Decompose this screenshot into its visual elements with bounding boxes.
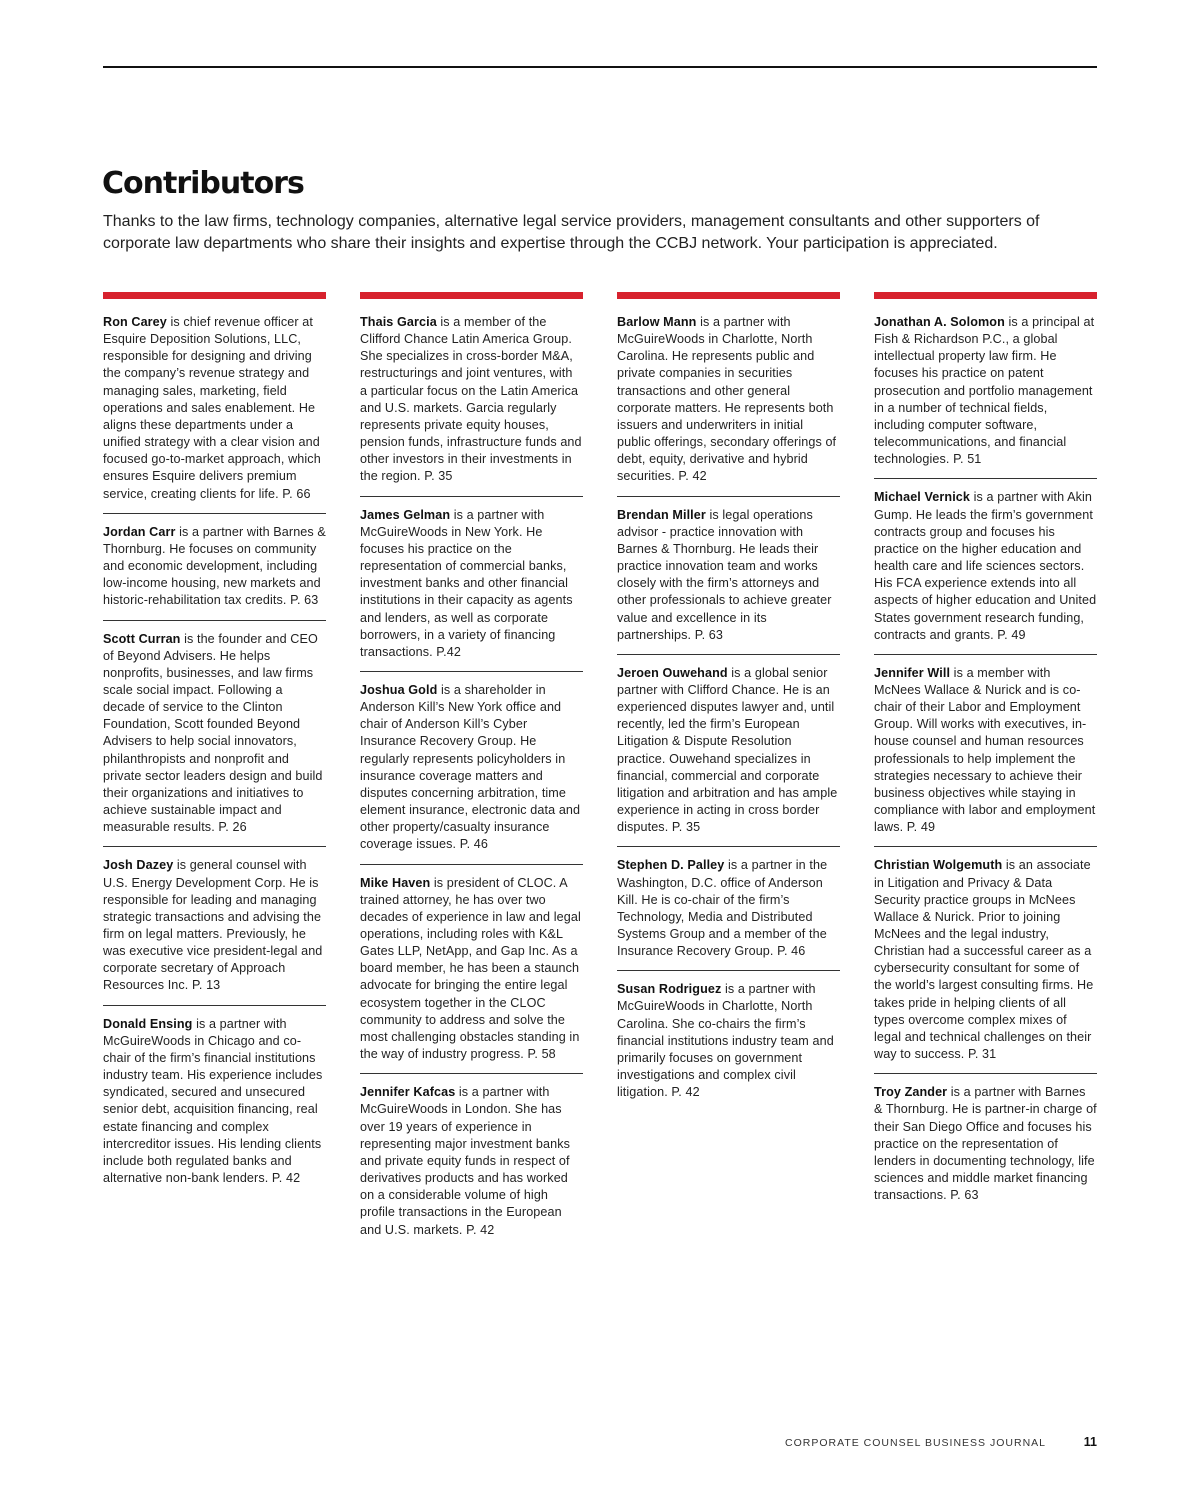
contributor-entry — [874, 489, 1097, 654]
contributor-bio: is an associate in Litigation and Privacy & Data Security practice groups in McNees Wallace & Nurick. Prior to joining McNees and the legal industry, Christian had a successful career as a cybersecurity consultant for some of the world’s largest consulting firms. He takes pride in helping clients of all types overcome complex mixes of legal and technical challenges on their way to success. P. 31 — [874, 858, 1094, 1062]
contributor-name: Jennifer Kafcas — [360, 1085, 456, 1100]
intro-text: Thanks to the law firms, technology companies, alternative legal service providers, management consultants and other supporters of corporate law departments who share their insights and expertise through the CCBJ network. Your participation is appreciated. — [103, 213, 1040, 252]
contributor-name: Mike Haven — [360, 875, 431, 890]
contributor-name: James Gelman — [360, 507, 451, 522]
contributor-bio: is the founder and CEO of Beyond Advisers. He helps nonprofits, businesses, and law firms scale social impact. Following a decade of service to the Clinton Foundation, Scott founded Beyond Advisers to help social innovators, philanthropists and nonprofit and private sector leaders design and build their organizations and initiatives to achieve sustainable impact and measurable results. P. 26 — [103, 631, 323, 835]
column-3 — [617, 292, 840, 1121]
contributor-entry — [617, 857, 840, 971]
contributor-entry — [103, 314, 326, 514]
contributor-name: Stephen D. Palley — [617, 858, 725, 873]
column-accent-bar — [617, 292, 840, 299]
contributor-bio: is a partner with Akin Gump. He leads the firm’s government contracts group and focuses his practice on the higher education and health care and life sciences sectors. His FCA experience extends into all aspects of higher education and United States government research funding, contracts and grants. P. 49 — [874, 490, 1097, 642]
contributor-bio: is general counsel with U.S. Energy Development Corp. He is responsible for leading and managing strategic transactions and advising the firm on legal matters. Previously, he was executive vice president-legal and corporate secretary of Approach Resources Inc. P. 13 — [103, 858, 323, 993]
column-accent-bar — [874, 292, 1097, 299]
contributor-bio: is a global senior partner with Clifford Chance. He is an experienced disputes lawyer and, until recently, led the firm’s European Litigation & Dispute Resolution practice. Ouwehand specializes in financial, commercial and corporate litigation and arbitration and has ample experience in acting in cross border disputes. P. 35 — [617, 665, 838, 835]
contributor-name: Michael Vernick — [874, 490, 971, 505]
contributor-name: Jordan Carr — [103, 524, 176, 539]
contributor-bio: is a partner with McGuireWoods in Charlotte, North Carolina. He represents public and private companies in securities transactions and other general corporate matters. He represents both issuers and underwriters in initial public offerings, secondary offerings of debt, equity, derivative and hybrid securities. P. 42 — [617, 315, 837, 484]
contributor-name: Josh Dazey — [103, 858, 174, 873]
contributor-entry — [103, 524, 326, 621]
publication-name: CORPORATE COUNSEL BUSINESS JOURNAL — [785, 1437, 1046, 1449]
contributor-bio: is a partner with Barnes & Thornburg. He focuses on community and economic development, including low-income housing, new markets and historic-rehabilitation tax credits. P. 63 — [103, 524, 326, 608]
contributor-entry — [874, 1084, 1097, 1214]
contributor-name: Christian Wolgemuth — [874, 858, 1003, 873]
contributor-name: Thais Garcia — [360, 315, 437, 329]
column-accent-bar — [103, 292, 326, 299]
contributor-bio: is legal operations advisor - practice innovation with Barnes & Thornburg. He leads their practice innovation team and works closely with the firm’s attorneys and other professionals to achieve greater value and excellence in its partnerships. P. 63 — [617, 507, 832, 642]
top-rule — [103, 66, 1097, 68]
contributor-name: Brendan Miller — [617, 507, 706, 522]
contributor-entry — [874, 314, 1097, 479]
contributor-bio: is a shareholder in Anderson Kill’s New York office and chair of Anderson Kill’s Cyber Insurance Recovery Group. He regularly represents policyholders in insurance coverage matters and disputes concerning arbitration, time element insurance, electronic data and other property/casualty insurance coverage issues. P. 46 — [360, 682, 581, 852]
contributor-bio: is president of CLOC. A trained attorney, he has over two decades of experience in law and legal operations, including roles with K&L Gates LLP, NetApp, and Gap Inc. As a board member, he has been a staunch advocate for bringing the entire legal ecosystem together in the CLOC community to address and solve the most challenging obstacles standing in the way of industry progress. P. 58 — [360, 875, 581, 1062]
contributor-name: Jeroen Ouwehand — [617, 665, 728, 680]
contributor-entry — [617, 314, 840, 497]
contributor-entry — [617, 665, 840, 848]
contributor-bio: is chief revenue officer at Esquire Deposition Solutions, LLC, responsible for designing and driving the company’s revenue strategy and managing sales, marketing, field operations and sales enablement. He aligns these departments under a unified strategy with a clear vision and focused go-to-market approach, which ensures Esquire delivers premium service, creating clients for life. P. 66 — [103, 315, 321, 501]
contributor-entry — [617, 981, 840, 1111]
contributor-name: Troy Zander — [874, 1085, 948, 1100]
contributor-bio: is a partner with McGuireWoods in Chicago and co-chair of the firm’s financial institutions industry team. His experience includes syndicated, secured and unsecured senior debt, acquisition financing, real estate financing and complex intercreditor issues. His lending clients include both regulated banks and alternative non-bank lenders. P. 42 — [103, 1016, 323, 1186]
contributor-bio: is a partner with Barnes & Thornburg. He is partner-in charge of their San Diego Office and focuses his practice on the representation of lenders in documenting technology, life sciences and middle market financing transactions. P. 63 — [874, 1085, 1097, 1203]
contributor-entry — [874, 857, 1097, 1074]
contributor-entry — [103, 1016, 326, 1198]
contributor-entry — [360, 314, 583, 497]
contributor-name: Susan Rodriguez — [617, 982, 722, 997]
contributor-bio: is a partner with McGuireWoods in London. She has over 19 years of experience in representing major investment banks and private equity funds in respect of derivatives products and has worked on a considerable volume of high profile transactions in the European and U.S. markets. P. 42 — [360, 1085, 570, 1237]
contributor-entry — [617, 507, 840, 655]
column-accent-bar — [360, 292, 583, 299]
contributor-name: Jennifer Will — [874, 665, 951, 680]
contributor-bio: is a principal at Fish & Richardson P.C., a global intellectual property law firm. He focuses his practice on patent prosecution and portfolio management in a number of technical fields, including computer software, telecommunications, and financial technologies. P. 51 — [874, 315, 1095, 467]
page-title: Contributors — [102, 166, 304, 201]
contributor-entry — [360, 682, 583, 865]
contributor-name: Donald Ensing — [103, 1016, 193, 1031]
contributor-name: Joshua Gold — [360, 682, 438, 697]
contributor-entry — [874, 665, 1097, 848]
contributor-name: Barlow Mann — [617, 315, 697, 329]
contributor-entry — [360, 1084, 583, 1248]
contributor-bio: is a partner in the Washington, D.C. office of Anderson Kill. He is co-chair of the firm’s Technology, Media and Distributed Systems Group and a member of the Insurance Recovery Group. P. 46 — [617, 858, 828, 959]
contributor-name: Ron Carey — [103, 315, 167, 329]
contributor-bio: is a member of the Clifford Chance Latin America Group. She specializes in cross-border M&A, restructurings and joint ventures, with a particular focus on the Latin America and U.S. markets. Garcia regularly represents private equity houses, pension funds, infrastructure funds and other investors in their investments in the region. P. 35 — [360, 315, 582, 484]
contributor-bio: is a member with McNees Wallace & Nurick and is co-chair of their Labor and Employment Group. Will works with executives, in-house counsel and human resources professionals to help implement the strategies necessary to achieve their business objectives while staying in compliance with labor and employment laws. P. 49 — [874, 665, 1096, 835]
contributor-name: Jonathan A. Solomon — [874, 315, 1005, 329]
column-2 — [360, 292, 583, 1259]
column-4 — [874, 292, 1097, 1224]
contributor-entry — [103, 631, 326, 848]
contributor-bio: is a partner with McGuireWoods in New York. He focuses his practice on the representation of commercial banks, investment banks and other financial institutions in their capacity as agents and lenders, as well as corporate borrowers, in a variety of financing transactions. P.42 — [360, 507, 573, 659]
contributor-entry — [360, 507, 583, 672]
contributor-name: Scott Curran — [103, 631, 181, 646]
contributor-entry — [360, 875, 583, 1075]
contributor-entry — [103, 857, 326, 1005]
contributor-bio: is a partner with McGuireWoods in Charlotte, North Carolina. She co-chairs the firm’s financial institutions industry team and primarily focuses on government investigations and complex civil litigation. P. 42 — [617, 982, 834, 1100]
page-number: 11 — [1083, 1435, 1097, 1449]
column-1 — [103, 292, 326, 1207]
